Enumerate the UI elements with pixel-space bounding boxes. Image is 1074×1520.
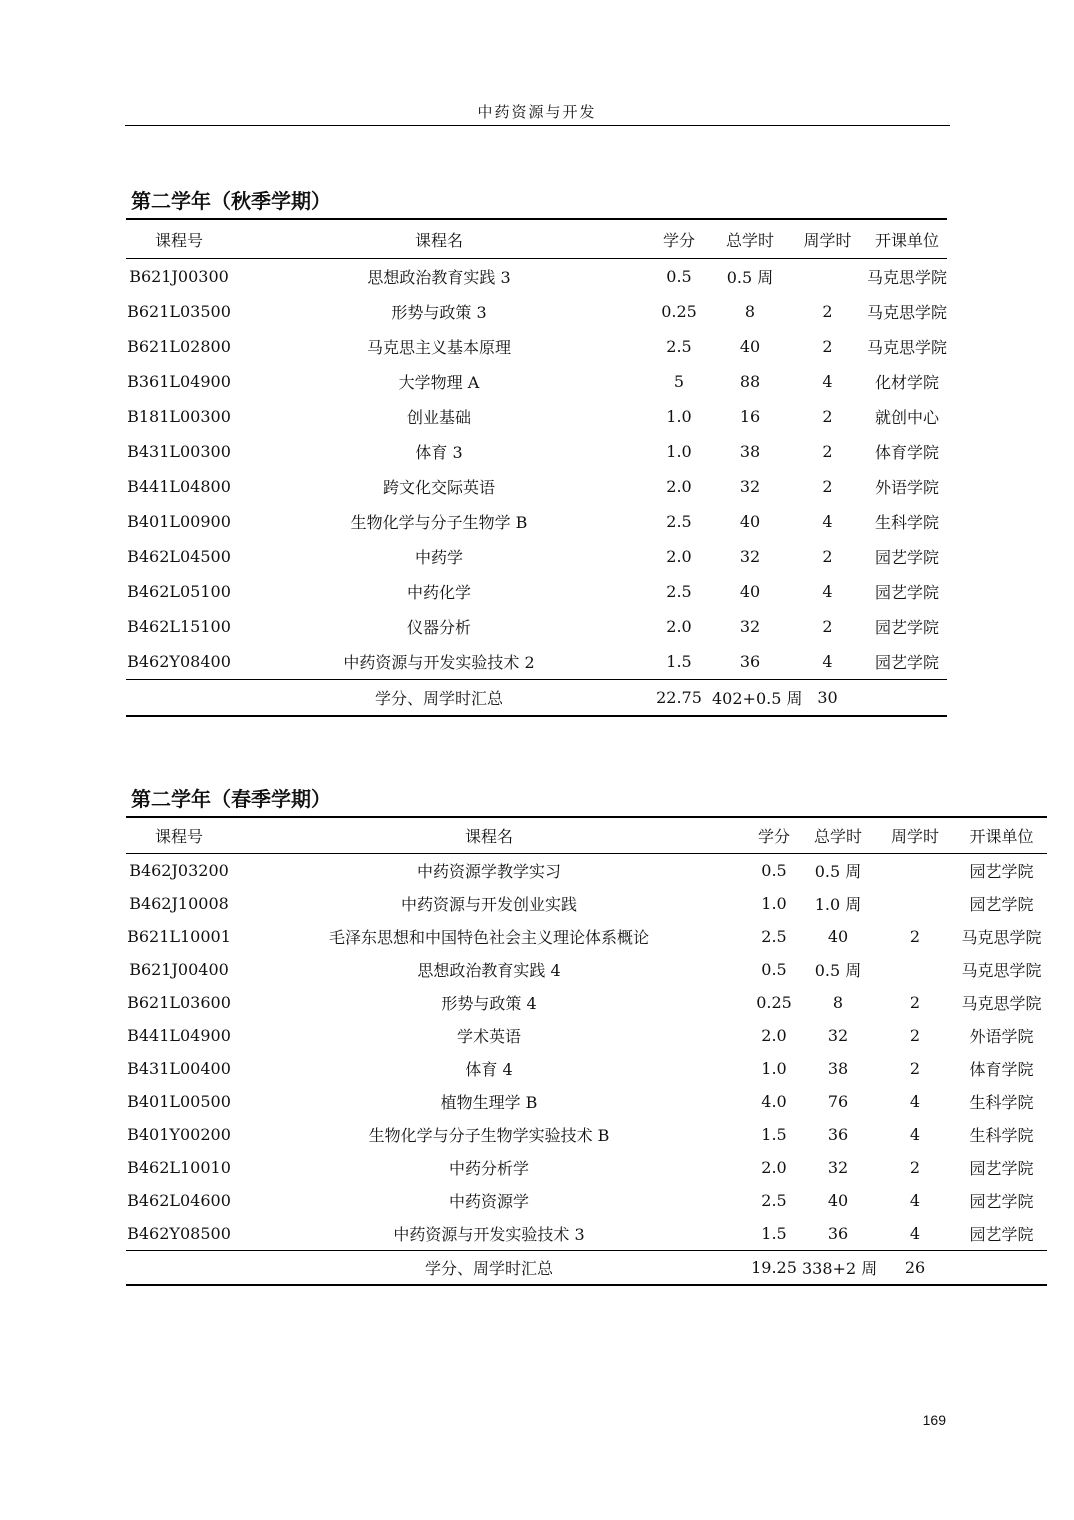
course-name-cell: 中药分析学 [448, 1159, 529, 1178]
table-row [126, 986, 1047, 1019]
course-code-cell: B361L04900 [127, 372, 231, 391]
course-code-cell: B401L00900 [127, 512, 231, 531]
credits-cell: 1.0 [666, 442, 692, 461]
course-code-cell: B621J00300 [129, 267, 229, 286]
credits-cell: 0.5 [761, 861, 787, 880]
course-code-cell: B621L02800 [127, 337, 231, 356]
summary-credits: 19.25 [751, 1258, 797, 1277]
total-hours-cell: 36 [739, 652, 761, 671]
credits-cell: 2.5 [666, 582, 692, 601]
column-header-course-name: 课程名 [414, 230, 463, 250]
credits-cell: 2.5 [666, 512, 692, 531]
course-name-cell: 体育 3 [415, 443, 463, 462]
department-cell: 马克思学院 [867, 268, 948, 287]
table-row [126, 609, 947, 644]
course-code-cell: B462J03200 [129, 861, 229, 880]
department-cell: 生科学院 [969, 1126, 1034, 1145]
summary-empty-cell [126, 1251, 232, 1286]
table-row [126, 259, 947, 295]
course-code-cell: B462L04600 [127, 1191, 231, 1210]
course-code-cell: B462L05100 [127, 582, 231, 601]
header-rule [125, 125, 950, 126]
credits-cell: 1.5 [761, 1125, 787, 1144]
weekly-hours-cell: 2 [909, 927, 921, 946]
weekly-hours-cell: 4 [822, 512, 833, 531]
department-cell: 园艺学院 [969, 895, 1034, 914]
weekly-hours-cell [788, 259, 867, 295]
course-code-cell: B462Y08400 [127, 652, 231, 671]
course-name-cell: 中药资源与开发实验技术 3 [393, 1225, 585, 1244]
department-cell: 园艺学院 [874, 583, 939, 602]
total-hours-cell: 40 [827, 1191, 849, 1210]
summary-empty-cell [956, 1251, 1047, 1286]
summary-empty-cell [867, 680, 947, 717]
column-header-course-name: 课程名 [464, 827, 513, 846]
department-cell: 园艺学院 [874, 548, 939, 567]
credits-cell: 2.0 [761, 1026, 787, 1045]
total-hours-cell: 32 [827, 1158, 849, 1177]
course-name-cell: 中药资源与开发实验技术 2 [343, 653, 535, 672]
total-hours-cell: 40 [739, 337, 761, 356]
course-name-cell: 马克思主义基本原理 [366, 338, 511, 357]
total-hours-cell: 8 [744, 302, 756, 321]
course-name-cell: 生物化学与分子生物学实验技术 B [368, 1126, 610, 1145]
credits-cell: 0.25 [756, 993, 792, 1012]
course-code-cell: B441L04800 [127, 477, 231, 496]
credits-cell: 1.5 [761, 1224, 787, 1243]
course-name-cell: 思想政治教育实践 3 [367, 268, 511, 287]
credits-cell: 1.0 [761, 1059, 787, 1078]
department-cell: 园艺学院 [969, 1225, 1034, 1244]
department-cell: 马克思学院 [961, 928, 1042, 947]
credits-cell: 0.5 [761, 960, 787, 979]
weekly-hours-cell: 2 [822, 337, 833, 356]
summary-weekly-hours: 30 [817, 688, 838, 707]
table-row [126, 1085, 1047, 1118]
department-cell: 生科学院 [874, 513, 939, 532]
department-cell: 马克思学院 [867, 338, 948, 357]
table-row [126, 1151, 1047, 1184]
department-cell: 生科学院 [969, 1093, 1034, 1112]
credits-cell: 0.25 [661, 302, 697, 321]
total-hours-cell: 32 [739, 477, 761, 496]
column-header-total-hours: 总学时 [725, 230, 774, 250]
table-body [126, 854, 1047, 1251]
course-name-cell: 仪器分析 [406, 618, 471, 637]
table-row [126, 1184, 1047, 1217]
total-hours-cell: 32 [739, 617, 761, 636]
course-name-cell: 学术英语 [456, 1027, 521, 1046]
course-name-cell: 体育 4 [465, 1060, 513, 1079]
credits-cell: 2.0 [666, 617, 692, 636]
running-header: 中药资源与开发 [477, 103, 597, 121]
total-hours-cell: 40 [739, 582, 761, 601]
department-cell: 外语学院 [874, 478, 939, 497]
weekly-hours-cell [874, 953, 956, 986]
total-hours-cell: 38 [827, 1059, 849, 1078]
weekly-hours-cell: 4 [909, 1191, 921, 1210]
column-header-credits: 学分 [662, 230, 695, 250]
page-number: 169 [922, 1412, 946, 1428]
table-row [126, 1217, 1047, 1251]
weekly-hours-cell: 4 [822, 652, 833, 671]
credits-cell: 2.0 [666, 547, 692, 566]
summary-total-hours: 402+0.5 周 [712, 689, 803, 708]
table-row [126, 1052, 1047, 1085]
total-hours-cell: 0.5 周 [814, 862, 862, 881]
summary-row [126, 1251, 1047, 1286]
total-hours-cell: 32 [739, 547, 761, 566]
weekly-hours-cell [874, 887, 956, 920]
table-header-row [126, 817, 1047, 854]
department-cell: 化材学院 [874, 373, 939, 392]
course-name-cell: 中药资源学 [448, 1192, 529, 1211]
table-header-row [126, 219, 947, 259]
summary-label: 学分、周学时汇总 [424, 1259, 553, 1278]
table-row [126, 920, 1047, 953]
department-cell: 马克思学院 [961, 961, 1042, 980]
credits-cell: 4.0 [761, 1092, 787, 1111]
table-row [126, 1118, 1047, 1151]
course-name-cell: 中药资源与开发创业实践 [400, 895, 577, 914]
weekly-hours-cell: 4 [822, 582, 833, 601]
table-row [126, 644, 947, 680]
course-code-cell: B462L04500 [127, 547, 231, 566]
credits-cell: 0.5 [666, 267, 692, 286]
course-name-cell: 形势与政策 4 [441, 994, 537, 1013]
credits-cell: 1.0 [666, 407, 692, 426]
department-cell: 园艺学院 [969, 1192, 1034, 1211]
course-code-cell: B462L10010 [127, 1158, 231, 1177]
column-header-weekly-hours: 周学时 [890, 827, 939, 846]
department-cell: 马克思学院 [867, 303, 948, 322]
table-row [126, 294, 947, 329]
column-header-course-code: 课程号 [154, 827, 203, 846]
total-hours-cell: 32 [827, 1026, 849, 1045]
weekly-hours-cell: 2 [822, 477, 833, 496]
table-row [126, 539, 947, 574]
total-hours-cell: 40 [827, 927, 849, 946]
summary-total-hours: 338+2 周 [802, 1259, 878, 1278]
section-title-autumn: 第二学年（秋季学期） [131, 189, 331, 213]
column-header-total-hours: 总学时 [813, 827, 862, 846]
course-name-cell: 植物生理学 B [440, 1093, 538, 1112]
section-title-spring: 第二学年（春季学期） [131, 787, 331, 811]
credits-cell: 2.0 [666, 477, 692, 496]
weekly-hours-cell [874, 854, 956, 888]
credits-cell: 2.5 [761, 927, 787, 946]
credits-cell: 1.0 [761, 894, 787, 913]
course-name-cell: 毛泽东思想和中国特色社会主义理论体系概论 [328, 928, 649, 947]
course-name-cell: 大学物理 A [398, 373, 480, 392]
department-cell: 体育学院 [969, 1060, 1034, 1079]
table-row [126, 329, 947, 364]
weekly-hours-cell: 2 [909, 1059, 921, 1078]
total-hours-cell: 88 [739, 372, 761, 391]
course-name-cell: 跨文化交际英语 [382, 478, 495, 497]
column-header-credits: 学分 [757, 827, 790, 846]
course-name-cell: 创业基础 [406, 408, 471, 427]
course-table-autumn [126, 218, 947, 717]
course-code-cell: B401Y00200 [127, 1125, 231, 1144]
total-hours-cell: 36 [827, 1224, 849, 1243]
table-row [126, 434, 947, 469]
column-header-department: 开课单位 [874, 230, 939, 250]
course-name-cell: 思想政治教育实践 4 [417, 961, 561, 980]
course-name-cell: 中药化学 [406, 583, 471, 602]
total-hours-cell: 0.5 周 [814, 961, 862, 980]
course-name-cell: 形势与政策 3 [391, 303, 487, 322]
course-code-cell: B181L00300 [127, 407, 231, 426]
table-body [126, 259, 947, 680]
department-cell: 体育学院 [874, 443, 939, 462]
department-cell: 园艺学院 [874, 618, 939, 637]
course-code-cell: B462Y08500 [127, 1224, 231, 1243]
table-row [126, 469, 947, 504]
course-code-cell: B621J00400 [129, 960, 229, 979]
weekly-hours-cell: 4 [822, 372, 833, 391]
course-code-cell: B431L00300 [127, 442, 231, 461]
course-name-cell: 中药学 [414, 548, 463, 567]
column-header-weekly-hours: 周学时 [803, 230, 852, 250]
weekly-hours-cell: 2 [822, 442, 833, 461]
column-header-course-code: 课程号 [154, 230, 203, 250]
total-hours-cell: 38 [739, 442, 761, 461]
weekly-hours-cell: 4 [909, 1224, 921, 1243]
credits-cell: 2.0 [761, 1158, 787, 1177]
course-name-cell: 生物化学与分子生物学 B [350, 513, 528, 532]
total-hours-cell: 1.0 周 [814, 895, 862, 914]
weekly-hours-cell: 2 [822, 617, 833, 636]
total-hours-cell: 36 [827, 1125, 849, 1144]
weekly-hours-cell: 2 [909, 1026, 921, 1045]
department-cell: 马克思学院 [961, 994, 1042, 1013]
department-cell: 外语学院 [969, 1027, 1034, 1046]
table-row [126, 953, 1047, 986]
course-code-cell: B462J10008 [129, 894, 229, 913]
course-code-cell: B431L00400 [127, 1059, 231, 1078]
summary-label: 学分、周学时汇总 [374, 689, 503, 708]
column-header-department: 开课单位 [969, 827, 1034, 846]
table-row [126, 504, 947, 539]
table-row [126, 364, 947, 399]
total-hours-cell: 16 [739, 407, 761, 426]
course-code-cell: B441L04900 [127, 1026, 231, 1045]
summary-empty-cell [126, 680, 232, 717]
table-row [126, 854, 1047, 888]
credits-cell: 5 [673, 372, 685, 391]
course-table-spring [126, 816, 1047, 1286]
credits-cell: 2.5 [666, 337, 692, 356]
course-code-cell: B621L10001 [127, 927, 231, 946]
weekly-hours-cell: 2 [822, 547, 833, 566]
course-code-cell: B621L03500 [127, 302, 231, 321]
department-cell: 园艺学院 [969, 1159, 1034, 1178]
course-code-cell: B462L15100 [127, 617, 231, 636]
weekly-hours-cell: 2 [822, 302, 833, 321]
total-hours-cell: 40 [739, 512, 761, 531]
total-hours-cell: 76 [827, 1092, 849, 1111]
table-row [126, 399, 947, 434]
summary-weekly-hours: 26 [904, 1258, 926, 1277]
table-row [126, 887, 1047, 920]
department-cell: 园艺学院 [874, 653, 939, 672]
table-row [126, 574, 947, 609]
weekly-hours-cell: 2 [822, 407, 833, 426]
summary-row [126, 680, 947, 717]
department-cell: 园艺学院 [969, 862, 1034, 881]
total-hours-cell: 0.5 周 [726, 268, 774, 287]
weekly-hours-cell: 4 [909, 1125, 921, 1144]
weekly-hours-cell: 2 [909, 993, 921, 1012]
course-code-cell: B621L03600 [127, 993, 231, 1012]
credits-cell: 1.5 [666, 652, 692, 671]
department-cell: 就创中心 [874, 408, 939, 427]
summary-credits: 22.75 [656, 688, 702, 707]
weekly-hours-cell: 2 [909, 1158, 921, 1177]
total-hours-cell: 8 [832, 993, 844, 1012]
credits-cell: 2.5 [761, 1191, 787, 1210]
table-row [126, 1019, 1047, 1052]
course-name-cell: 中药资源学教学实习 [416, 862, 561, 881]
weekly-hours-cell: 4 [909, 1092, 921, 1111]
course-code-cell: B401L00500 [127, 1092, 231, 1111]
